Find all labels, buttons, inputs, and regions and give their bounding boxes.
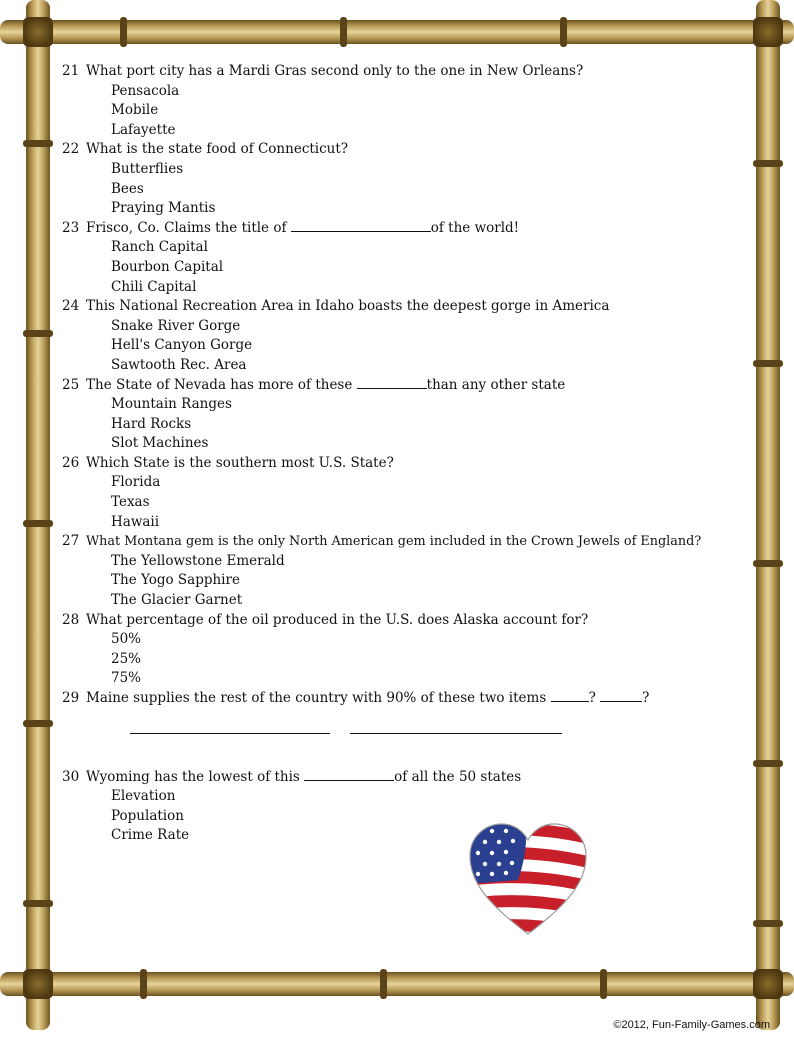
question-26 — [62, 454, 732, 474]
answer-option: Mobile — [111, 102, 159, 119]
answer-option: Mountain Ranges — [111, 396, 232, 413]
question-text: ? — [642, 690, 650, 706]
answer-option: 50% — [111, 631, 142, 648]
question-25 — [62, 376, 732, 396]
answer-option: The Yellowstone Emerald — [111, 552, 285, 569]
question-number: 23 — [62, 219, 80, 236]
question-text: This National Recreation Area in Idaho boasts the deepest gorge in America — [86, 298, 610, 315]
question-number: 21 — [62, 63, 80, 79]
question-text: Which State is the southern most U.S. State? — [86, 454, 394, 471]
flag-heart-icon — [468, 822, 588, 937]
question-number: 22 — [62, 141, 80, 158]
question-21 — [62, 62, 732, 82]
answer-option: Population — [111, 807, 184, 824]
question-number: 29 — [62, 690, 80, 706]
answer-option: 25% — [111, 650, 142, 667]
bamboo-bottom — [0, 972, 794, 996]
question-number: 28 — [62, 611, 80, 628]
question-text: ? — [588, 690, 601, 706]
question-number: 30 — [62, 768, 80, 785]
question-23 — [62, 219, 732, 239]
question-29 — [62, 689, 732, 709]
question-text: What percentage of the oil produced in the U.S. does Alaska account for? — [86, 611, 589, 628]
question-text: What port city has a Mardi Gras second only to the one in New Orleans? — [86, 63, 584, 79]
answer-option: Hell's Canyon Gorge — [111, 337, 253, 354]
question-number: 26 — [62, 454, 80, 471]
bamboo-right — [756, 0, 780, 1030]
question-text: Maine supplies the rest of the country with 90% of these two items — [86, 690, 551, 706]
copyright-text: ©2012, Fun-Family-Games.com — [613, 1019, 770, 1031]
answer-option: The Glacier Garnet — [111, 592, 243, 609]
answer-lines — [62, 709, 732, 759]
answer-option: 75% — [111, 670, 142, 687]
question-list — [62, 62, 732, 846]
answer-option: Bourbon Capital — [111, 258, 224, 275]
answer-option: Bees — [111, 180, 144, 197]
answer-option: Elevation — [111, 788, 176, 805]
question-text: of all the 50 states — [394, 768, 522, 785]
bamboo-knot — [753, 17, 783, 47]
bamboo-top — [0, 20, 794, 44]
answer-line[interactable] — [130, 733, 330, 734]
answer-option: Butterflies — [111, 160, 184, 177]
question-22 — [62, 140, 732, 160]
question-30 — [62, 768, 732, 788]
question-text: of the world! — [430, 219, 520, 236]
fill-in-blank[interactable] — [600, 689, 642, 702]
answer-option: Pensacola — [111, 82, 180, 99]
fill-in-blank[interactable] — [357, 376, 427, 389]
answer-option: Slot Machines — [111, 435, 209, 452]
fill-in-blank[interactable] — [291, 219, 431, 232]
bamboo-knot — [753, 969, 783, 999]
bamboo-left — [26, 0, 50, 1030]
answer-option: Snake River Gorge — [111, 317, 241, 334]
question-text: Frisco, Co. Claims the title of — [86, 219, 291, 236]
answer-option: The Yogo Sapphire — [111, 572, 240, 589]
answer-option: Chili Capital — [111, 278, 197, 295]
answer-option: Florida — [111, 474, 161, 491]
answer-option: Texas — [111, 494, 150, 511]
answer-option: Crime Rate — [111, 827, 190, 844]
question-text: What is the state food of Connecticut? — [86, 141, 349, 158]
question-number: 25 — [62, 376, 80, 393]
fill-in-blank[interactable] — [551, 689, 589, 702]
answer-option: Hawaii — [111, 513, 160, 530]
answer-option: Ranch Capital — [111, 239, 208, 256]
bamboo-knot — [23, 17, 53, 47]
question-text: The State of Nevada has more of these — [86, 376, 357, 393]
fill-in-blank[interactable] — [304, 768, 394, 781]
answer-option: Sawtooth Rec. Area — [111, 356, 247, 373]
answer-option: Hard Rocks — [111, 415, 192, 432]
answer-option: Lafayette — [111, 121, 176, 138]
question-text: than any other state — [426, 376, 566, 393]
question-number: 24 — [62, 298, 80, 315]
question-24 — [62, 297, 732, 317]
question-text: Wyoming has the lowest of this — [86, 768, 305, 785]
question-text: What Montana gem is the only North American gem included in the Crown Jewels of England? — [86, 534, 702, 550]
question-27 — [62, 532, 732, 552]
answer-line[interactable] — [350, 733, 562, 734]
answer-option: Praying Mantis — [111, 200, 216, 217]
bamboo-knot — [23, 969, 53, 999]
question-28 — [62, 611, 732, 631]
question-number: 27 — [62, 533, 80, 550]
